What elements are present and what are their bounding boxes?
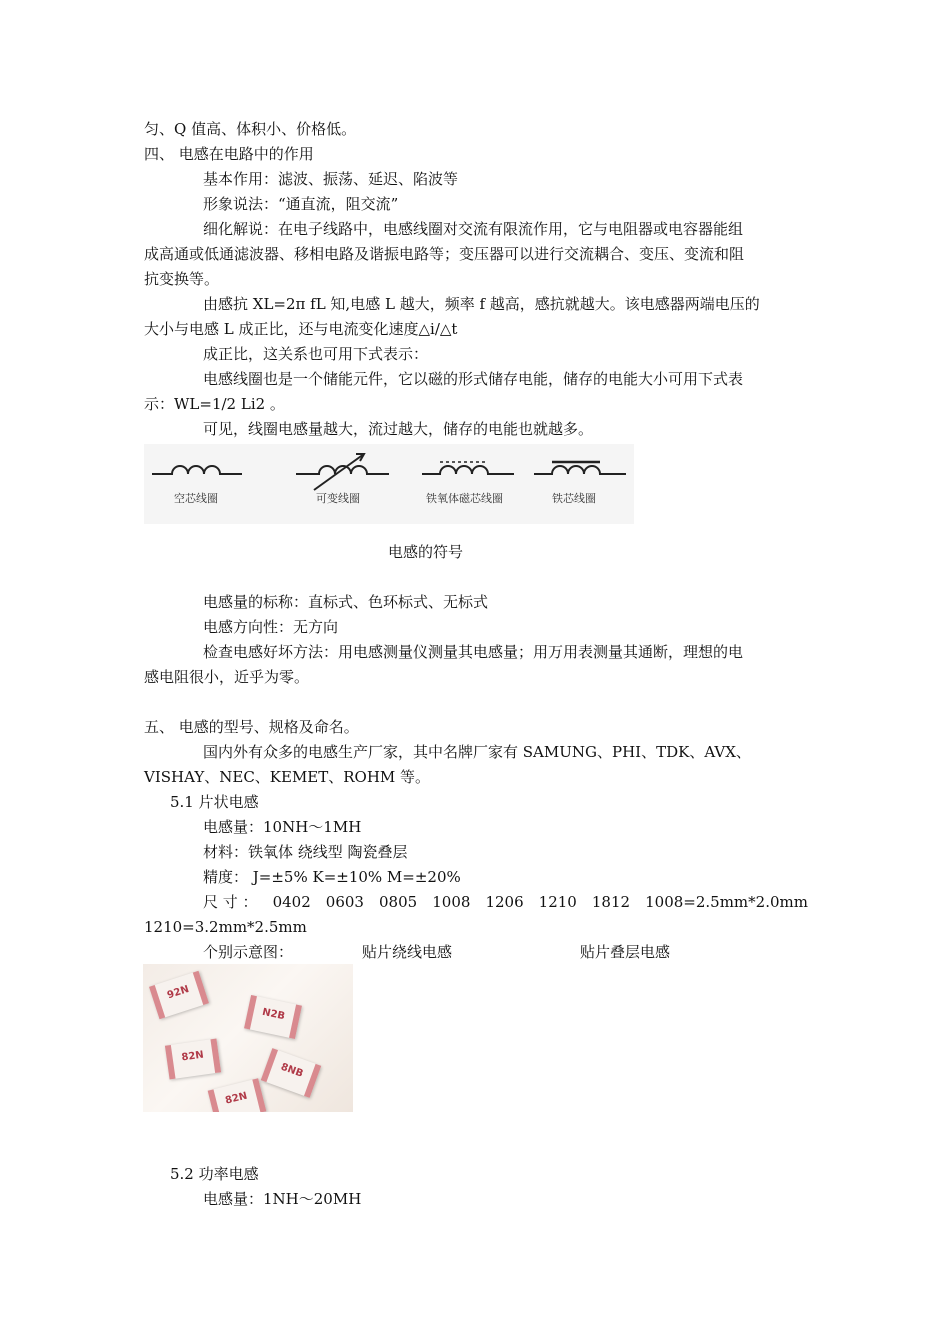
text-line: 示：WL=1/2 Li2 。 (144, 395, 285, 413)
size-value: 0805 (379, 893, 418, 911)
size-value: 1008 (432, 893, 471, 911)
size-value: 1210 (538, 893, 577, 911)
size-value: 1206 (485, 893, 524, 911)
text-line: 贴片叠层电感 (580, 943, 671, 961)
text-line: 1210=3.2mm*2.5mm (144, 918, 307, 936)
text-line: 电感量的标称：直标式、色环标式、无标式 (203, 593, 489, 611)
text-line: 检查电感好坏方法：用电感测量仪测量其电感量；用万用表测量其通断，理想的电 (203, 643, 744, 661)
text-line: 匀、Q 值高、体积小、价格低。 (144, 120, 357, 138)
text-line: 大小与电感 L 成正比，还与电流变化速度△i/△t (144, 320, 458, 338)
chip-inductor: 82N (208, 1078, 267, 1112)
size-value: 1008=2.5mm*2.0mm (645, 893, 808, 911)
text-line: 细化解说：在电子线路中，电感线圈对交流有限流作用，它与电阻器或电容器能组 (203, 220, 744, 238)
section-heading-5: 五、 电感的型号、规格及命名。 (144, 718, 359, 736)
text-line: 电感线圈也是一个储能元件，它以磁的形式储存电能，储存的电能大小可用下式表 (203, 370, 744, 388)
text-line: 国内外有众多的电感生产厂家，其中名牌厂家有 SAMUNG、PHI、TDK、AVX、 (203, 743, 751, 761)
text-line: 个别示意图： (203, 943, 294, 961)
text-line: 可见，线圈电感量越大，流过越大，储存的电能也就越多。 (203, 420, 594, 438)
symbol-label: 空芯线圈 (174, 492, 218, 505)
chip-inductor: 82N (165, 1039, 221, 1080)
subsection-heading: 5.1 片状电感 (170, 793, 259, 811)
size-value: 1812 (591, 893, 631, 911)
symbol-label: 可变线圈 (316, 492, 360, 505)
chip-inductor: N2B (244, 995, 302, 1039)
text-line: 成高通或低通滤波器、移相电路及谐振电路等；变压器可以进行交流耦合、变压、变流和阻 (144, 245, 745, 263)
text-line: 电感方向性：无方向 (203, 618, 339, 636)
text-line: VISHAY、NEC、KEMET、ROHM 等。 (144, 768, 431, 786)
text-line: 电感量：1NH～20MH (203, 1190, 362, 1208)
text-line: 贴片绕线电感 (362, 943, 453, 961)
size-value: 0603 (325, 893, 364, 911)
text-line: 材料：铁氧体 绕线型 陶瓷叠层 (203, 843, 408, 861)
text-line: 精度： J=±5% K=±10% M=±20% (203, 868, 461, 886)
text-line: 感电阻很小，近乎为零。 (144, 668, 310, 686)
size-value: 0402 (272, 893, 311, 911)
text-line: 形象说法：“通直流，阻交流” (203, 195, 399, 213)
text-line: 抗变换等。 (144, 270, 220, 288)
subsection-heading: 5.2 功率电感 (170, 1165, 259, 1183)
text-line: 电感量：10NH～1MH (203, 818, 362, 836)
sizes-row (203, 892, 808, 912)
chip-inductor: 92N (149, 971, 209, 1019)
chip-inductor: 8NB (261, 1048, 321, 1098)
chip-inductor-photo (143, 964, 353, 1112)
text-line: 由感抗 XL=2π fL 知,电感 L 越大，频率 f 越高，感抗就越大。该电感器两端电压的 (203, 295, 760, 313)
section-heading-4: 四、 电感在电路中的作用 (144, 145, 314, 163)
symbol-label: 铁氧体磁芯线圈 (426, 492, 503, 505)
inductor-symbols-figure (144, 444, 634, 524)
figure-caption: 电感的符号 (388, 543, 464, 561)
symbol-label: 铁芯线圈 (552, 492, 596, 505)
figure-background (144, 444, 634, 524)
sizes-label: 尺 寸 ： (203, 893, 258, 911)
text-line: 成正比，这关系也可用下式表示： (203, 345, 429, 363)
text-line: 基本作用：滤波、振荡、延迟、陷波等 (203, 170, 459, 188)
